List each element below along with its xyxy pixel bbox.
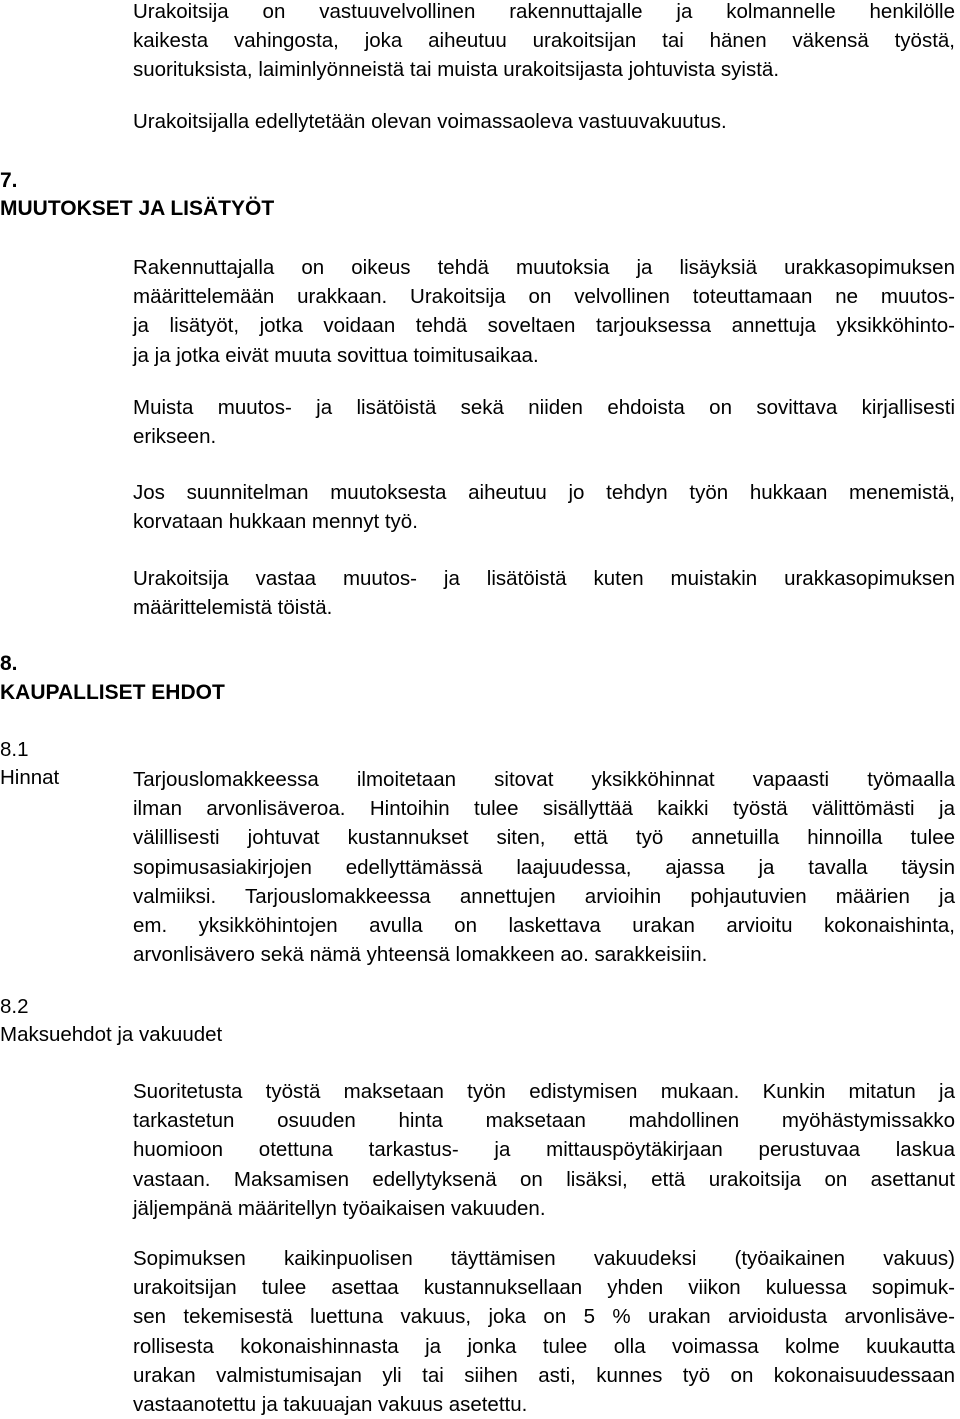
text-line: huomioon otettuna tarkastus- ja mittauspöytäkirjaan perustuvaa laskua	[133, 1138, 955, 1162]
text-line: erikseen.	[133, 425, 217, 449]
text-line: Urakoitsijalla edellytetään olevan voimassaoleva vastuuvakuutus.	[133, 110, 727, 133]
text-line: tarkastetun osuuden hinta maksetaan mahdollinen myöhästymissakko	[133, 1109, 955, 1133]
text-line: Muista muutos- ja lisätöistä sekä niiden ehdoista on sovittava kirjallisesti	[133, 396, 955, 419]
subsection-8-1-label: Hinnat	[0, 766, 60, 789]
subsection-8-2-number: 8.2	[0, 995, 29, 1018]
text-line: välillisesti johtuvat kustannukset siten, että työ annetuilla hinnoilla tulee	[133, 826, 955, 850]
text-line: korvataan hukkaan mennyt työ.	[133, 510, 418, 534]
insurance-paragraph	[133, 107, 955, 136]
text-line: Jos suunnitelman muutoksesta aiheutuu jo tehdyn työn hukkaan menemistä,	[133, 481, 955, 504]
text-line: urakoitsijan tulee asettaa kustannuksellaan yhden viikon kuluessa sopimuk-	[133, 1276, 955, 1300]
text-line: Urakoitsija on vastuuvelvollinen rakennuttajalle ja kolmannelle henkilölle	[133, 0, 955, 23]
text-line: Tarjouslomakkeessa ilmoitetaan sitovat yksikköhinnat vapaasti työmaalla	[133, 768, 955, 791]
text-line: sen tekemisestä luettuna vakuus, joka on 5 % urakan arvioidusta arvonlisäve-	[133, 1305, 955, 1329]
payment-paragraph	[133, 1077, 955, 1223]
guarantee-paragraph	[133, 1244, 955, 1419]
text-line: arvonlisävero sekä nämä yhteensä lomakkeen ao. sarakkeisiin.	[133, 943, 708, 967]
changes-paragraph-2	[133, 393, 955, 451]
subsection-8-2-label: Maksuehdot ja vakuudet	[0, 1023, 223, 1046]
text-line: Sopimuksen kaikinpuolisen täyttämisen vakuudeksi (työaikainen vakuus)	[133, 1247, 955, 1270]
text-line: urakan valmistumisajan yli tai siihen asti, kunnes työ on kokonaisuudessaan	[133, 1363, 955, 1387]
changes-paragraph-4	[133, 564, 955, 622]
text-line: kaikesta vahingosta, joka aiheutuu urakoitsijan tai hänen väkensä työstä,	[133, 29, 955, 53]
section-8-title: KAUPALLISET EHDOT	[0, 681, 225, 704]
text-line: suorituksista, laiminlyönneistä tai muista urakoitsijasta johtuvista syistä.	[133, 58, 780, 82]
changes-paragraph-1	[133, 253, 955, 370]
text-line: määrittelemään urakkaan. Urakoitsija on velvollinen toteuttamaan ne muutos-	[133, 285, 955, 309]
liability-paragraph	[133, 0, 955, 85]
text-line: jäljempänä määritellyn työaikaisen vakuuden.	[133, 1196, 546, 1220]
text-line: vastaan. Maksamisen edellytyksenä on lisäksi, että urakoitsija on asettanut	[133, 1167, 955, 1191]
text-line: em. yksikköhintojen avulla on laskettava urakan arvioitu kokonaishinta,	[133, 914, 955, 938]
text-line: ja ja jotka eivät muuta sovittua toimitusaikaa.	[133, 343, 539, 367]
text-line: ja lisätyöt, jotka voidaan tehdä soveltaen tarjouksessa annettuja yksikköhinto-	[133, 314, 955, 338]
section-7-title: MUUTOKSET JA LISÄTYÖT	[0, 197, 275, 220]
text-line: rollisesta kokonaishinnasta ja jonka tulee olla voimassa kolme kuukautta	[133, 1334, 955, 1358]
section-7-number: 7.	[0, 169, 18, 192]
text-line: Suoritetusta työstä maksetaan työn edistymisen mukaan. Kunkin mitatun ja	[133, 1080, 955, 1103]
text-line: määrittelemistä töistä.	[133, 596, 333, 620]
text-line: Rakennuttajalla on oikeus tehdä muutoksia ja lisäyksiä urakkasopimuksen	[133, 256, 955, 279]
prices-paragraph	[133, 765, 955, 969]
text-line: valmiiksi. Tarjouslomakkeessa annettujen arvioihin pohjautuvien määrien ja	[133, 884, 955, 908]
text-line: ilman arvonlisäveroa. Hintoihin tulee sisällyttää kaikki työstä välittömästi ja	[133, 797, 955, 821]
text-line: Urakoitsija vastaa muutos- ja lisätöistä kuten muistakin urakkasopimuksen	[133, 567, 955, 590]
subsection-8-1-number: 8.1	[0, 738, 29, 761]
section-8-number: 8.	[0, 652, 18, 675]
text-line: vastaanotettu ja takuuajan vakuus asetettu.	[133, 1393, 528, 1417]
text-line: sopimusasiakirjojen edellyttämässä laajuudessa, ajassa ja tavalla täysin	[133, 855, 955, 879]
changes-paragraph-3	[133, 478, 955, 536]
